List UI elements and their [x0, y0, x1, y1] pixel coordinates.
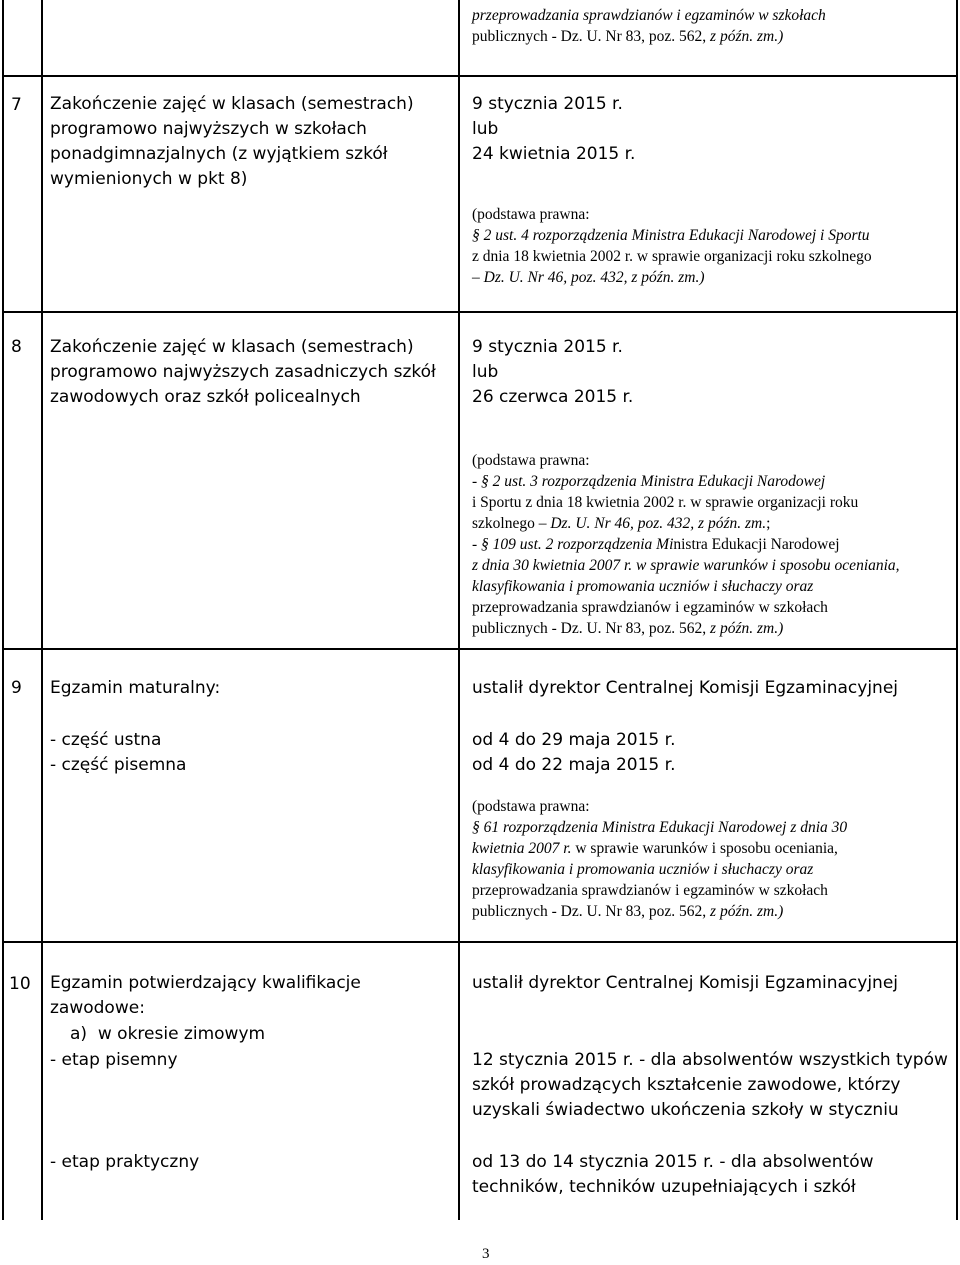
legal-line — [472, 796, 847, 817]
legal-line — [472, 450, 900, 471]
page-number: 3 — [482, 1246, 490, 1262]
date1-bold: 12 stycznia 2015 r. — [472, 1050, 634, 1070]
date2-rest: - dla absolwentów — [713, 1152, 874, 1172]
text-run: (podstawa prawna: — [472, 206, 590, 223]
date1-line: uzyskali świadectwo ukończenia szkoły w styczniu — [472, 1100, 899, 1120]
legal-line — [472, 838, 847, 859]
text-run: publicznych - Dz. U. Nr 83, poz. 562, — [472, 28, 711, 45]
text-run: § 2 ust. 3 rozporządzenia Ministra Edukacji Narodowej — [481, 473, 826, 490]
legal-line — [472, 513, 900, 534]
text-run: przeprowadzania sprawdzianów i egzaminów w szkołach — [472, 599, 828, 616]
legal-line — [472, 246, 872, 267]
row8-dates — [472, 335, 633, 410]
legal-line — [472, 859, 847, 880]
date2-line — [472, 1150, 874, 1175]
row9-legal-basis — [472, 796, 847, 922]
legal-line — [472, 267, 872, 288]
text-run: kwietnia 2007 r. — [472, 840, 576, 857]
description-line: zawodowe: — [50, 998, 145, 1018]
text-run: publicznych - Dz. U. Nr 83, poz. 562, — [472, 903, 711, 920]
description-line: Zakończenie zajęć w klasach (semestrach) — [50, 337, 414, 357]
text-run: z późn. zm.) — [710, 620, 784, 637]
date1-line: szkół prowadzących kształcenie zawodowe, którzy — [472, 1075, 901, 1095]
date-line: lub — [472, 362, 499, 382]
date-line: 9 stycznia 2015 r. — [472, 337, 623, 357]
legal-line — [472, 26, 826, 47]
row-divider-7 — [2, 75, 958, 77]
date-line: 26 czerwca 2015 r. — [472, 387, 634, 407]
row-number-8: 8 — [11, 337, 22, 357]
date1-rest: - dla absolwentów wszystkich typów — [633, 1050, 948, 1070]
date-line: od 4 do 22 maja 2015 r. — [472, 755, 676, 775]
text-run: publicznych - Dz. U. Nr 83, poz. 562, — [472, 620, 711, 637]
top-row-legal-text — [472, 5, 826, 47]
text-run: przeprowadzania sprawdzianów i egzaminów w szkołach — [472, 882, 828, 899]
legal-line — [472, 597, 900, 618]
legal-line — [472, 225, 872, 246]
row7-dates — [472, 92, 635, 167]
text-run: z późn. zm.) — [710, 903, 784, 920]
text-run: nistra Edukacji Narodowej — [673, 536, 840, 553]
legal-line — [472, 5, 826, 26]
row-divider-10 — [2, 941, 958, 943]
row10-date2 — [472, 1150, 874, 1200]
text-run: – Dz. U. Nr 46, poz. 432, z późn. zm.) — [472, 269, 705, 286]
description-line: programowo najwyższych w szkołach — [50, 119, 367, 139]
text-run: – Dz. U. Nr 46, poz. 432, z późn. zm. — [538, 515, 767, 532]
row7-legal-basis — [472, 204, 872, 288]
text-run: szkolnego — [472, 515, 539, 532]
date-line: od 4 do 29 maja 2015 r. — [472, 730, 676, 750]
date-line: 24 kwietnia 2015 r. — [472, 144, 636, 164]
table-border-right — [956, 0, 958, 1220]
legal-line — [472, 576, 900, 597]
row9-dates — [472, 728, 675, 778]
description-line: programowo najwyższych zasadniczych szkół — [50, 362, 436, 382]
row10-header: ustalił dyrektor Centralnej Komisji Egzaminacyjnej — [472, 973, 899, 993]
text-run: klasyfikowania i promowania uczniów i słuchaczy oraz — [472, 578, 814, 595]
row10-description — [50, 971, 361, 1021]
row-number-10: 10 — [9, 974, 31, 994]
row-divider-9 — [2, 648, 958, 650]
row10-sub-a: a) w okresie zimowym — [70, 1024, 266, 1044]
legal-line — [472, 204, 872, 225]
date2-line: techników, techników uzupełniających i szkół — [472, 1177, 856, 1197]
row10-etap-praktyczny: - etap praktyczny — [50, 1152, 200, 1172]
legal-line — [472, 534, 900, 555]
text-run: z dnia 30 kwietnia 2007 r. w sprawie warunków i sposobu oceniania, — [472, 557, 900, 574]
text-run: § 61 rozporządzenia Ministra Edukacji Narodowej z dnia 30 — [472, 819, 848, 836]
legal-line — [472, 555, 900, 576]
row-number-7: 7 — [11, 95, 22, 115]
text-run: klasyfikowania i promowania uczniów i słuchaczy oraz — [472, 861, 814, 878]
text-run: w sprawie warunków i sposobu oceniania, — [575, 840, 838, 857]
date1-line — [472, 1048, 948, 1073]
description-line: ponadgimnazjalnych (z wyjątkiem szkół — [50, 144, 388, 164]
description-line: Egzamin potwierdzający kwalifikacje — [50, 973, 361, 993]
text-run: ; — [766, 515, 771, 532]
date-line: lub — [472, 119, 499, 139]
table-border-left — [2, 0, 4, 1220]
text-run: § 109 ust. 2 rozporządzenia Mi — [481, 536, 674, 553]
row8-legal-basis — [472, 450, 900, 639]
row-number-9: 9 — [11, 678, 22, 698]
row9-title: Egzamin maturalny: — [50, 678, 221, 698]
text-run: § 2 ust. 4 rozporządzenia Ministra Edukacji Narodowej i Sportu — [472, 227, 870, 244]
row9-exam-parts — [50, 728, 186, 778]
description-line: zawodowych oraz szkół policealnych — [50, 387, 361, 407]
text-run: (podstawa prawna: — [472, 798, 590, 815]
text-run: (podstawa prawna: — [472, 452, 590, 469]
description-line: wymienionych w pkt 8) — [50, 169, 248, 189]
legal-line — [472, 901, 847, 922]
text-run: - — [472, 536, 482, 553]
exam-part-item: - część ustna — [50, 730, 162, 750]
legal-line — [472, 618, 900, 639]
row7-description — [50, 92, 414, 192]
text-run: z dnia 18 kwietnia 2002 r. w sprawie organizacji roku szkolnego — [472, 248, 872, 265]
text-run: z późn. zm.) — [710, 28, 784, 45]
row9-header: ustalił dyrektor Centralnej Komisji Egzaminacyjnej — [472, 678, 899, 698]
text-run: przeprowadzania sprawdzianów i egzaminów w szkołach — [472, 7, 826, 24]
row10-date1 — [472, 1048, 948, 1123]
description-line: Zakończenie zajęć w klasach (semestrach) — [50, 94, 414, 114]
exam-part-item: - część pisemna — [50, 755, 187, 775]
legal-line — [472, 492, 900, 513]
text-run: i Sportu z dnia 18 kwietnia 2002 r. w sprawie organizacji roku — [472, 494, 859, 511]
row10-etap-pisemny: - etap pisemny — [50, 1050, 178, 1070]
date-line: 9 stycznia 2015 r. — [472, 94, 623, 114]
legal-line — [472, 471, 900, 492]
legal-line — [472, 817, 847, 838]
row8-description — [50, 335, 436, 410]
table-divider-num — [41, 0, 43, 1220]
text-run: - — [472, 473, 482, 490]
date2-bold: od 13 do 14 stycznia 2015 r. — [472, 1152, 714, 1172]
legal-line — [472, 880, 847, 901]
row-divider-8 — [2, 311, 958, 313]
table-divider-col2 — [458, 0, 460, 1220]
